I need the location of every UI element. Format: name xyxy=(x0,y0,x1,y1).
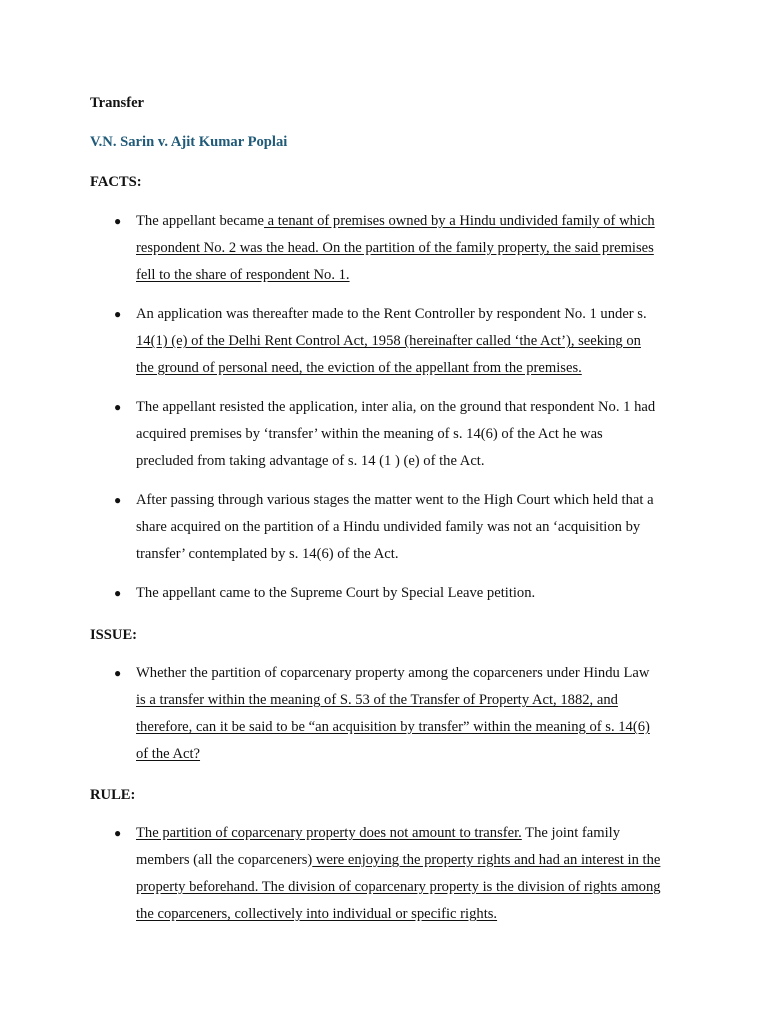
list-item xyxy=(0,580,768,607)
rule-text-b: The joint family xyxy=(521,825,621,841)
rule-list xyxy=(0,820,768,928)
fact-4-line-1: After passing through various stages the matter went to the High Court which held that a xyxy=(136,492,654,508)
fact-5-line-1: The appellant came to the Supreme Court by Special Leave petition. xyxy=(136,585,536,601)
list-item xyxy=(0,394,768,475)
case-name: V.N. Sarin v. Ajit Kumar Poplai xyxy=(90,134,288,150)
fact-4-line-3: transfer’ contemplated by s. 14(6) of the Act. xyxy=(136,546,399,562)
issue-list xyxy=(0,660,768,768)
bullet-icon: ● xyxy=(114,307,122,321)
rule-text-a: The partition of coparcenary property does not amount to transfer. xyxy=(136,825,522,841)
issue-line-3: therefore, can it be said to be “an acquisition by transfer” within the meaning of s. 14(6) xyxy=(136,719,650,735)
fact-3-line-1: The appellant resisted the application, inter alia, on the ground that respondent No. 1 had xyxy=(136,399,656,415)
fact-2-line-1: An application was thereafter made to the Rent Controller by respondent No. 1 under s. xyxy=(136,306,647,322)
issue-line-1: Whether the partition of coparcenary property among the coparceners under Hindu Law xyxy=(136,665,650,681)
issue-heading: ISSUE: xyxy=(90,627,138,643)
fact-2-line-3: the ground of personal need, the eviction of the appellant from the premises. xyxy=(136,360,582,376)
facts-list xyxy=(0,208,768,607)
bullet-icon: ● xyxy=(114,826,122,840)
list-item xyxy=(0,487,768,568)
rule-line-3: property beforehand. The division of coparcenary property is the division of rights among xyxy=(136,879,661,895)
list-item xyxy=(0,820,768,928)
bullet-icon: ● xyxy=(114,493,122,507)
fact-1-text-b: a tenant of premises owned by a Hindu undivided family of which xyxy=(264,213,655,229)
fact-1-line-2: respondent No. 2 was the head. On the partition of the family property, the said premises xyxy=(136,240,654,256)
list-item xyxy=(0,208,768,289)
fact-3-line-2: acquired premises by ‘transfer’ within the meaning of s. 14(6) of the Act he was xyxy=(136,426,603,442)
rule-heading: RULE: xyxy=(90,787,136,803)
section-title: Transfer xyxy=(90,95,145,111)
bullet-icon: ● xyxy=(114,400,122,414)
rule-text-c: members (all the coparceners) xyxy=(136,852,313,868)
list-item xyxy=(0,660,768,768)
fact-3-line-3: precluded from taking advantage of s. 14 (1 ) (e) of the Act. xyxy=(136,453,485,469)
fact-1-line-3: fell to the share of respondent No. 1. xyxy=(136,267,350,283)
fact-4-line-2: share acquired on the partition of a Hindu undivided family was not an ‘acquisition by xyxy=(136,519,641,535)
issue-line-2: is a transfer within the meaning of S. 53 of the Transfer of Property Act, 1882, and xyxy=(136,692,618,708)
rule-line-4: the coparceners, collectively into individual or specific rights. xyxy=(136,906,498,922)
fact-2-line-2: 14(1) (e) of the Delhi Rent Control Act, 1958 (hereinafter called ‘the Act’), seeking on xyxy=(136,333,641,349)
rule-text-d: were enjoying the property rights and had an interest in the xyxy=(312,852,661,868)
bullet-icon: ● xyxy=(114,214,122,228)
bullet-icon: ● xyxy=(114,666,122,680)
fact-1-text-a: The appellant became xyxy=(136,213,265,229)
list-item xyxy=(0,301,768,382)
bullet-icon: ● xyxy=(114,586,122,600)
issue-line-4: of the Act? xyxy=(136,746,201,762)
facts-heading: FACTS: xyxy=(90,174,142,190)
